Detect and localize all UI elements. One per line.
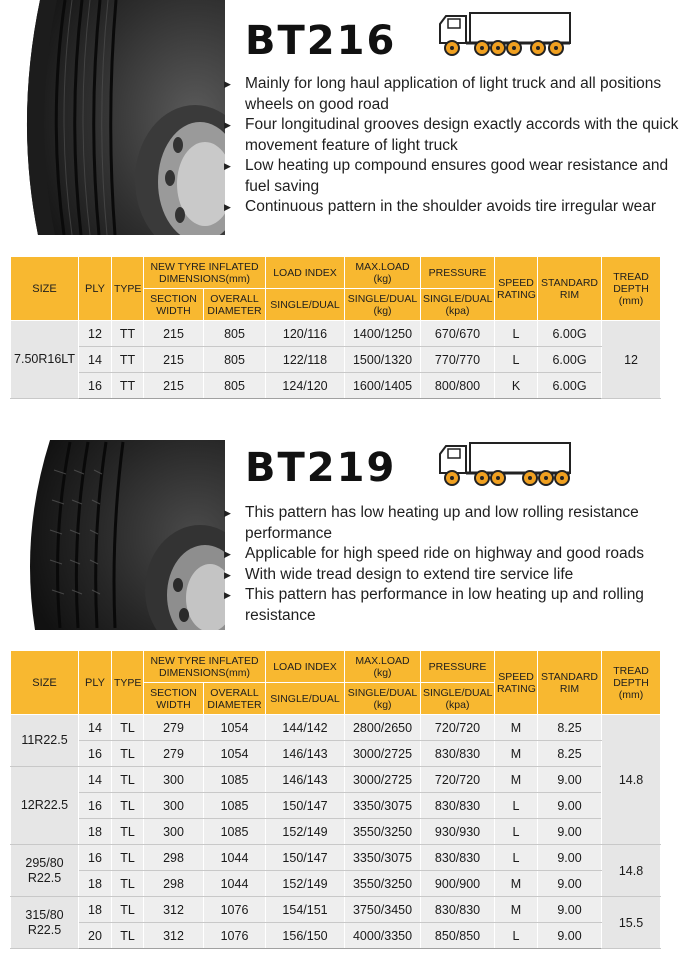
cell-size: 315/80 R22.5 [11,897,79,949]
cell-type: TL [112,793,144,819]
cell-type: TT [112,373,144,399]
cell-type: TL [112,767,144,793]
table-row [11,321,661,347]
header-section-width: SECTION WIDTH [144,289,204,321]
cell-width: 300 [144,793,204,819]
cell-diameter: 1085 [204,793,266,819]
cell-pressure: 830/830 [421,897,495,923]
cell-rim: 8.25 [538,741,602,767]
header-pressure: PRESSURE [421,651,495,683]
cell-ply: 16 [79,373,112,399]
cell-load-index: 120/116 [266,321,345,347]
cell-speed: L [495,819,538,845]
cell-type: TL [112,845,144,871]
header-load-index: LOAD INDEX [266,257,345,289]
cell-diameter: 1054 [204,741,266,767]
cell-ply: 16 [79,741,112,767]
cell-rim: 9.00 [538,793,602,819]
table-row [11,897,661,923]
table-row [11,819,661,845]
cell-type: TL [112,923,144,949]
header-standard-rim: STANDARD RIM [538,257,602,321]
cell-size: 12R22.5 [11,767,79,845]
cell-size: 11R22.5 [11,715,79,767]
feature-item: ▶ Low heating up compound ensures good wear resistance and fuel saving [222,156,692,197]
product-section-bt216 [0,0,700,410]
cell-rim: 6.00G [538,347,602,373]
cell-width: 300 [144,767,204,793]
cell-ply: 14 [79,715,112,741]
header-speed-rating: SPEED RATING [495,257,538,321]
cell-pressure: 850/850 [421,923,495,949]
header-pressure-sub: SINGLE/DUAL (kpa) [421,683,495,715]
cell-max-load: 1600/1405 [345,373,421,399]
cell-type: TL [112,715,144,741]
cell-pressure: 720/720 [421,715,495,741]
spec-table-bt219 [10,650,661,949]
feature-item: ▶ With wide tread design to extend tire service life [222,565,692,586]
spec-table-bt216 [10,256,661,399]
header-inflated-dimensions: NEW TYRE INFLATED DIMENSIONS(mm) [144,257,266,289]
cell-pressure: 930/930 [421,819,495,845]
cell-type: TL [112,819,144,845]
feature-item: ▶ This pattern has performance in low heating up and rolling resistance [222,585,692,626]
cell-size: 7.50R16LT [11,321,79,399]
cell-pressure: 720/720 [421,767,495,793]
feature-list-bt219 [222,503,692,626]
cell-width: 312 [144,923,204,949]
cell-max-load: 1400/1250 [345,321,421,347]
tire-photo-bt219 [10,440,225,630]
cell-load-index: 144/142 [266,715,345,741]
cell-width: 279 [144,741,204,767]
cell-speed: L [495,793,538,819]
cell-width: 300 [144,819,204,845]
cell-diameter: 805 [204,321,266,347]
cell-rim: 6.00G [538,321,602,347]
header-load-index: LOAD INDEX [266,651,345,683]
header-tread-depth: TREAD DEPTH (mm) [602,651,661,715]
cell-load-index: 146/143 [266,767,345,793]
cell-load-index: 152/149 [266,819,345,845]
header-type: TYPE [112,651,144,715]
cell-size: 295/80 R22.5 [11,845,79,897]
cell-speed: M [495,715,538,741]
cell-load-index: 156/150 [266,923,345,949]
product-section-bt219 [0,440,700,968]
header-ply: PLY [79,257,112,321]
cell-diameter: 1044 [204,871,266,897]
cell-load-index: 124/120 [266,373,345,399]
cell-ply: 14 [79,347,112,373]
header-size: SIZE [11,257,79,321]
header-load-index-sub: SINGLE/DUAL [266,289,345,321]
cell-diameter: 1054 [204,715,266,741]
cell-diameter: 1085 [204,767,266,793]
cell-type: TL [112,897,144,923]
header-standard-rim: STANDARD RIM [538,651,602,715]
header-max-load-sub: SINGLE/DUAL (kg) [345,289,421,321]
cell-speed: M [495,741,538,767]
header-load-index-sub: SINGLE/DUAL [266,683,345,715]
cell-diameter: 1076 [204,923,266,949]
cell-depth: 14.8 [602,715,661,845]
cell-speed: L [495,923,538,949]
cell-rim: 9.00 [538,923,602,949]
cell-width: 215 [144,373,204,399]
cell-speed: K [495,373,538,399]
header-tread-depth: TREAD DEPTH (mm) [602,257,661,321]
cell-width: 298 [144,845,204,871]
cell-max-load: 3550/3250 [345,871,421,897]
table-row [11,793,661,819]
truck-icon [438,440,573,493]
feature-item: ▶ This pattern has low heating up and low rolling resistance performance [222,503,692,544]
feature-item: ▶ Mainly for long haul application of light truck and all positions wheels on good road [222,74,692,115]
cell-depth: 15.5 [602,897,661,949]
table-row [11,347,661,373]
cell-rim: 9.00 [538,845,602,871]
header-overall-diameter: OVERALL DIAMETER [204,683,266,715]
cell-diameter: 805 [204,373,266,399]
table-row [11,373,661,399]
cell-load-index: 150/147 [266,793,345,819]
cell-speed: M [495,871,538,897]
table-row [11,741,661,767]
table-row [11,845,661,871]
cell-pressure: 670/670 [421,321,495,347]
header-pressure-sub: SINGLE/DUAL (kpa) [421,289,495,321]
cell-speed: L [495,321,538,347]
cell-type: TT [112,321,144,347]
cell-load-index: 154/151 [266,897,345,923]
header-max-load-sub: SINGLE/DUAL (kg) [345,683,421,715]
cell-pressure: 830/830 [421,741,495,767]
header-overall-diameter: OVERALL DIAMETER [204,289,266,321]
cell-rim: 9.00 [538,819,602,845]
cell-depth: 14.8 [602,845,661,897]
cell-ply: 18 [79,897,112,923]
cell-width: 279 [144,715,204,741]
table-row [11,923,661,949]
cell-speed: M [495,897,538,923]
feature-item: ▶ Continuous pattern in the shoulder avoids tire irregular wear [222,197,692,218]
header-size: SIZE [11,651,79,715]
cell-rim: 9.00 [538,897,602,923]
cell-rim: 9.00 [538,871,602,897]
cell-ply: 14 [79,767,112,793]
cell-type: TL [112,871,144,897]
cell-max-load: 3550/3250 [345,819,421,845]
cell-ply: 16 [79,793,112,819]
cell-max-load: 2800/2650 [345,715,421,741]
cell-diameter: 1085 [204,819,266,845]
header-max-load: MAX.LOAD (kg) [345,651,421,683]
cell-load-index: 150/147 [266,845,345,871]
cell-type: TL [112,741,144,767]
cell-max-load: 3750/3450 [345,897,421,923]
header-inflated-dimensions: NEW TYRE INFLATED DIMENSIONS(mm) [144,651,266,683]
feature-item: ▶ Applicable for high speed ride on highway and good roads [222,544,692,565]
cell-pressure: 830/830 [421,793,495,819]
cell-width: 298 [144,871,204,897]
cell-rim: 8.25 [538,715,602,741]
cell-width: 215 [144,321,204,347]
cell-ply: 20 [79,923,112,949]
table-row [11,715,661,741]
feature-item: ▶ Four longitudinal grooves design exactly accords with the quick movement feature of light truck [222,115,692,156]
cell-pressure: 900/900 [421,871,495,897]
feature-list-bt216 [222,74,692,218]
cell-width: 215 [144,347,204,373]
cell-max-load: 3000/2725 [345,741,421,767]
cell-load-index: 146/143 [266,741,345,767]
cell-pressure: 770/770 [421,347,495,373]
cell-load-index: 122/118 [266,347,345,373]
cell-width: 312 [144,897,204,923]
model-title-bt216: BT216 [245,18,397,64]
cell-speed: L [495,347,538,373]
cell-diameter: 1044 [204,845,266,871]
table-row [11,871,661,897]
header-ply: PLY [79,651,112,715]
cell-speed: M [495,767,538,793]
cell-speed: L [495,845,538,871]
cell-ply: 18 [79,819,112,845]
cell-diameter: 1076 [204,897,266,923]
header-speed-rating: SPEED RATING [495,651,538,715]
truck-icon [438,10,573,63]
header-pressure: PRESSURE [421,257,495,289]
cell-pressure: 830/830 [421,845,495,871]
tire-photo-bt216 [10,0,225,235]
cell-max-load: 1500/1320 [345,347,421,373]
cell-depth: 12 [602,321,661,399]
table-row [11,767,661,793]
cell-rim: 6.00G [538,373,602,399]
cell-diameter: 805 [204,347,266,373]
cell-ply: 16 [79,845,112,871]
cell-max-load: 4000/3350 [345,923,421,949]
header-section-width: SECTION WIDTH [144,683,204,715]
cell-max-load: 3000/2725 [345,767,421,793]
cell-load-index: 152/149 [266,871,345,897]
cell-max-load: 3350/3075 [345,845,421,871]
cell-rim: 9.00 [538,767,602,793]
model-title-bt219: BT219 [245,445,397,491]
cell-pressure: 800/800 [421,373,495,399]
cell-ply: 18 [79,871,112,897]
cell-ply: 12 [79,321,112,347]
cell-type: TT [112,347,144,373]
header-max-load: MAX.LOAD (kg) [345,257,421,289]
header-type: TYPE [112,257,144,321]
cell-max-load: 3350/3075 [345,793,421,819]
